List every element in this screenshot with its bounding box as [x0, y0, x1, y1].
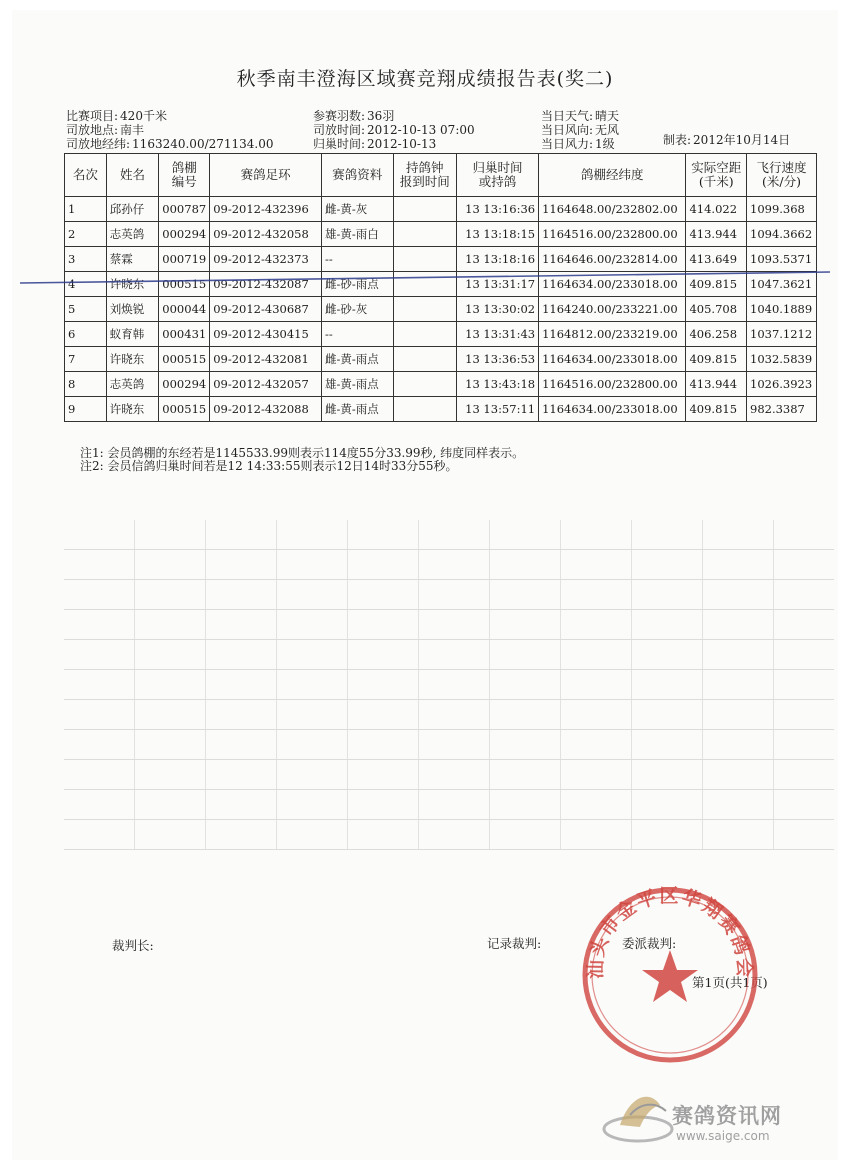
- cell-ring: 09-2012-432081: [210, 347, 322, 372]
- cell-coords: 1164634.00/233018.00: [539, 397, 686, 422]
- cell-clock: [393, 247, 456, 272]
- header-ring: 赛鸽足环: [210, 154, 322, 197]
- table-row: [65, 347, 817, 372]
- cell-clock: [393, 197, 456, 222]
- cell-name: 志英鸽: [106, 222, 159, 247]
- results-table: [64, 153, 817, 422]
- cell-distance: 413.649: [686, 247, 747, 272]
- cell-arrival: 13 13:36:53: [456, 347, 538, 372]
- cell-speed: 1099.368: [747, 197, 817, 222]
- cell-distance: 414.022: [686, 197, 747, 222]
- meta-entries: 参赛羽数: 36羽: [313, 109, 395, 123]
- cell-loft: 000787: [159, 197, 210, 222]
- cell-name: 蔡霖: [106, 247, 159, 272]
- cell-coords: 1164634.00/233018.00: [539, 272, 686, 297]
- cell-loft: 000515: [159, 272, 210, 297]
- cell-clock: [393, 372, 456, 397]
- table-row: [65, 197, 817, 222]
- cell-distance: 405.708: [686, 297, 747, 322]
- table-row: [65, 222, 817, 247]
- cell-ring: 09-2012-432088: [210, 397, 322, 422]
- svg-text:汕头市金平区华翔赛鸽会: 汕头市金平区华翔赛鸽会: [584, 885, 756, 980]
- cell-loft: 000294: [159, 222, 210, 247]
- cell-distance: 406.258: [686, 322, 747, 347]
- cell-arrival: 13 13:16:36: [456, 197, 538, 222]
- cell-pigeon: 雄-黄-雨白: [322, 222, 394, 247]
- cell-distance: 409.815: [686, 272, 747, 297]
- cell-ring: 09-2012-432087: [210, 272, 322, 297]
- cell-coords: 1164812.00/233219.00: [539, 322, 686, 347]
- table-row: [65, 397, 817, 422]
- table-row: [65, 297, 817, 322]
- cell-loft: 000719: [159, 247, 210, 272]
- cell-name: 许晓东: [106, 347, 159, 372]
- cell-name: 志英鸽: [106, 372, 159, 397]
- table-header-row: [65, 154, 817, 197]
- cell-speed: 1037.1212: [747, 322, 817, 347]
- cell-ring: 09-2012-430687: [210, 297, 322, 322]
- cell-name: 蚁育韩: [106, 322, 159, 347]
- watermark-name: 赛鸽资讯网: [672, 1104, 782, 1128]
- cell-name: 刘焕锐: [106, 297, 159, 322]
- meta-release-time: 司放时间: 2012-10-13 07:00: [313, 123, 475, 137]
- cell-clock: [393, 347, 456, 372]
- meta-made-date: 制表: 2012年10月14日: [663, 133, 791, 147]
- meta-release-place: 司放地点: 南丰: [66, 123, 145, 137]
- cell-arrival: 13 13:31:43: [456, 322, 538, 347]
- cell-clock: [393, 322, 456, 347]
- red-seal-stamp: [575, 880, 765, 1070]
- cell-pigeon: --: [322, 247, 394, 272]
- meta-weather: 当日天气: 晴天: [541, 109, 620, 123]
- cell-clock: [393, 297, 456, 322]
- cell-arrival: 13 13:18:15: [456, 222, 538, 247]
- cell-rank: 4: [65, 272, 107, 297]
- page-indicator: 第1页(共1页): [692, 975, 768, 990]
- cell-speed: 1093.5371: [747, 247, 817, 272]
- cell-speed: 1032.5839: [747, 347, 817, 372]
- cell-clock: [393, 222, 456, 247]
- header-speed: 飞行速度 (米/分): [747, 154, 817, 197]
- page-title: 秋季南丰澄海区域赛竞翔成绩报告表(奖二): [236, 68, 614, 90]
- cell-loft: 000044: [159, 297, 210, 322]
- cell-pigeon: 雄-黄-雨点: [322, 372, 394, 397]
- cell-loft: 000515: [159, 347, 210, 372]
- cell-ring: 09-2012-432396: [210, 197, 322, 222]
- cell-rank: 5: [65, 297, 107, 322]
- cell-speed: 1094.3662: [747, 222, 817, 247]
- assigned-referee-label: 委派裁判:: [622, 936, 677, 951]
- header-rank: 名次: [65, 154, 107, 197]
- table-row: [65, 272, 817, 297]
- cell-speed: 1026.3923: [747, 372, 817, 397]
- note-2: 注2: 会员信鸽归巢时间若是12 14:33:55则表示12日14时33分55秒。: [80, 459, 458, 473]
- cell-distance: 413.944: [686, 222, 747, 247]
- cell-arrival: 13 13:43:18: [456, 372, 538, 397]
- cell-loft: 000431: [159, 322, 210, 347]
- cell-rank: 2: [65, 222, 107, 247]
- cell-clock: [393, 272, 456, 297]
- cell-pigeon: 雌-黄-雨点: [322, 347, 394, 372]
- cell-coords: 1164648.00/232802.00: [539, 197, 686, 222]
- note-1: 注1: 会员鸽棚的东经若是1145533.99则表示114度55分33.99秒, 纬度同样表示。: [80, 446, 525, 460]
- cell-pigeon: 雌-黄-灰: [322, 197, 394, 222]
- cell-coords: 1164240.00/233221.00: [539, 297, 686, 322]
- cell-loft: 000515: [159, 397, 210, 422]
- meta-wind-direction: 当日风向: 无风: [541, 123, 620, 137]
- cell-distance: 413.944: [686, 372, 747, 397]
- table-row: [65, 372, 817, 397]
- header-distance: 实际空距 (千米): [686, 154, 747, 197]
- cell-rank: 8: [65, 372, 107, 397]
- cell-ring: 09-2012-432057: [210, 372, 322, 397]
- cell-distance: 409.815: [686, 347, 747, 372]
- header-loft: 鸽棚 编号: [159, 154, 210, 197]
- cell-rank: 9: [65, 397, 107, 422]
- header-arrival: 归巢时间 或持鸽: [456, 154, 538, 197]
- cell-ring: 09-2012-432058: [210, 222, 322, 247]
- cell-speed: 1040.1889: [747, 297, 817, 322]
- cell-coords: 1164646.00/232814.00: [539, 247, 686, 272]
- cell-arrival: 13 13:31:17: [456, 272, 538, 297]
- cell-pigeon: 雌-黄-雨点: [322, 397, 394, 422]
- header-name: 姓名: [106, 154, 159, 197]
- table-row: [65, 247, 817, 272]
- cell-arrival: 13 13:57:11: [456, 397, 538, 422]
- cell-ring: 09-2012-432373: [210, 247, 322, 272]
- cell-rank: 1: [65, 197, 107, 222]
- meta-release-coords: 司放地经纬: 1163240.00/271134.00: [66, 137, 274, 151]
- meta-return-time: 归巢时间: 2012-10-13: [313, 137, 437, 151]
- cell-speed: 1047.3621: [747, 272, 817, 297]
- chief-referee-label: 裁判长:: [112, 938, 154, 953]
- header-coords: 鸽棚经纬度: [539, 154, 686, 197]
- cell-loft: 000294: [159, 372, 210, 397]
- cell-coords: 1164634.00/233018.00: [539, 347, 686, 372]
- cell-pigeon: 雌-砂-雨点: [322, 272, 394, 297]
- recorder-referee-label: 记录裁判:: [487, 936, 542, 951]
- cell-name: 邱孙仔: [106, 197, 159, 222]
- cell-distance: 409.815: [686, 397, 747, 422]
- cell-arrival: 13 13:18:16: [456, 247, 538, 272]
- cell-rank: 3: [65, 247, 107, 272]
- header-clock: 持鸽钟 报到时间: [393, 154, 456, 197]
- meta-race-item: 比赛项目: 420千米: [66, 109, 167, 123]
- cell-ring: 09-2012-430415: [210, 322, 322, 347]
- cell-name: 许晓东: [106, 397, 159, 422]
- cell-pigeon: 雌-砂-灰: [322, 297, 394, 322]
- cell-rank: 6: [65, 322, 107, 347]
- cell-name: 许晓东: [106, 272, 159, 297]
- cell-clock: [393, 397, 456, 422]
- cell-coords: 1164516.00/232800.00: [539, 372, 686, 397]
- cell-speed: 982.3387: [747, 397, 817, 422]
- cell-rank: 7: [65, 347, 107, 372]
- table-row: [65, 322, 817, 347]
- meta-wind-force: 当日风力: 1级: [541, 137, 615, 151]
- header-pigeon: 赛鸽资料: [322, 154, 394, 197]
- cell-pigeon: --: [322, 322, 394, 347]
- watermark-url: www.saige.com: [676, 1129, 770, 1143]
- notes: [80, 447, 524, 473]
- cell-coords: 1164516.00/232800.00: [539, 222, 686, 247]
- cell-arrival: 13 13:30:02: [456, 297, 538, 322]
